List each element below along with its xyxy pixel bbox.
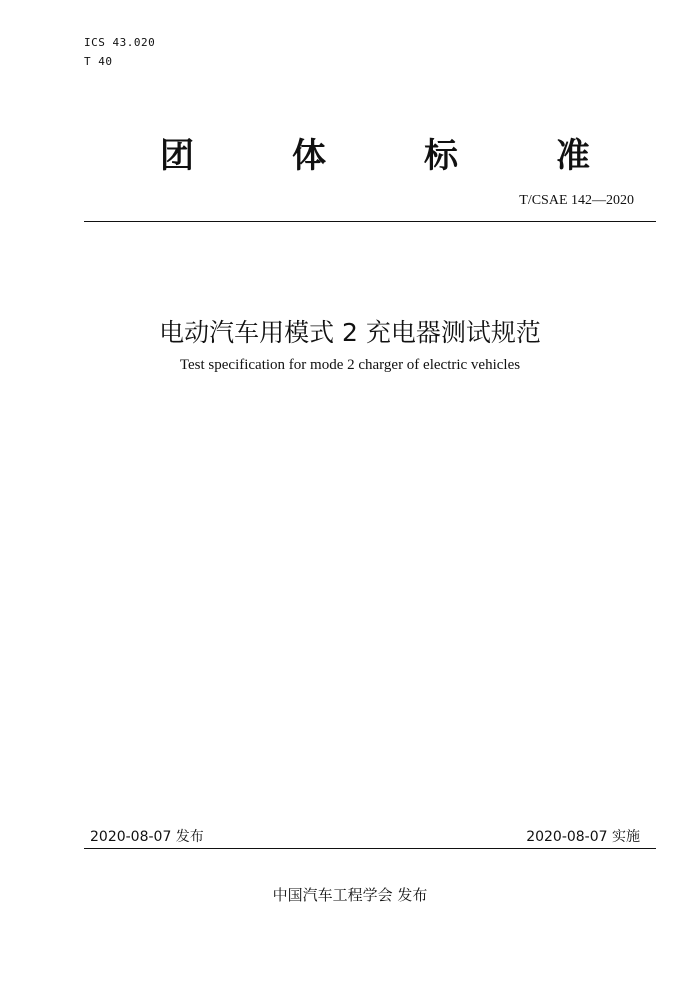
bottom-divider (84, 848, 656, 849)
publisher: 中国汽车工程学会 发布 (272, 886, 428, 904)
ics-code: ICS 43.020 (84, 36, 156, 49)
issue-date: 2020-08-07 发布 (90, 829, 204, 845)
title-chinese: 电动汽车用模式 2 充电器测试规范 (159, 318, 541, 347)
document-type-char: 体 (292, 136, 326, 176)
top-divider (84, 221, 656, 222)
standard-number: T/CSAE 142—2020 (519, 193, 634, 208)
title-english: Test specification for mode 2 charger of electric vehicles (179, 357, 521, 373)
effective-date: 2020-08-07 实施 (526, 829, 640, 845)
document-type-char: 准 (556, 136, 590, 176)
document-type-heading (160, 128, 590, 177)
document-type-char: 团 (160, 136, 194, 176)
classification-code: T 40 (84, 55, 113, 68)
document-type-char: 标 (424, 136, 458, 176)
